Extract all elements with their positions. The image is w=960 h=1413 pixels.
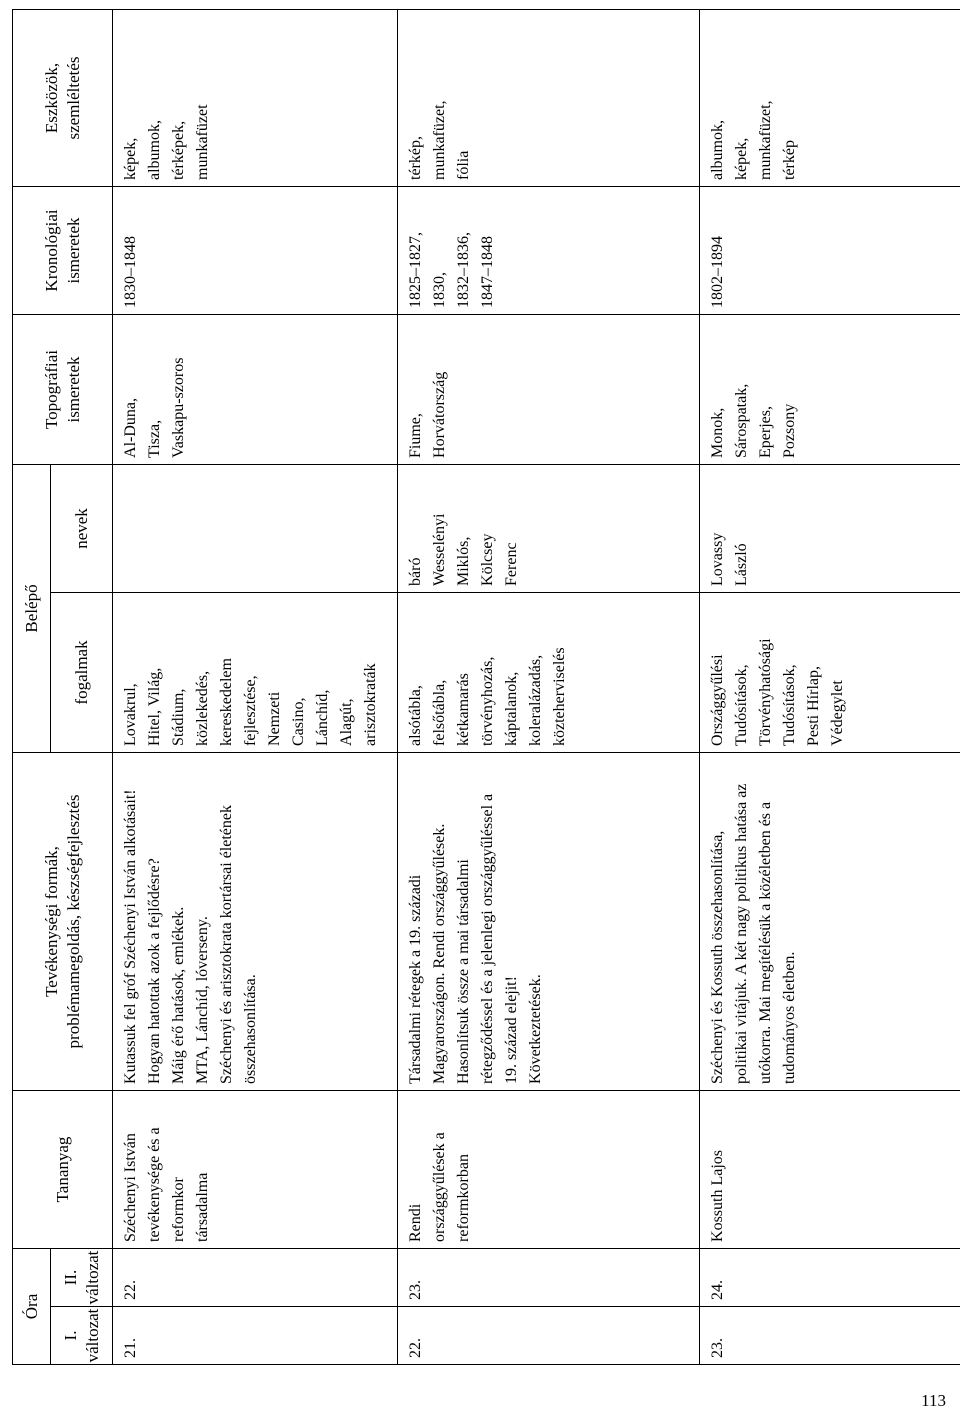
cell-line: Törvényhatósági	[757, 638, 774, 746]
header-tananyag: Tananyag	[13, 1090, 113, 1248]
table-row	[113, 9, 398, 1364]
cell-line: felsőtábla,	[431, 679, 448, 746]
header-valtozat-2	[51, 1248, 113, 1306]
cell-v1: 21.	[113, 1307, 398, 1365]
cell-line: Hasonlítsuk össze a mai társadalmi	[455, 859, 472, 1084]
cell-line: törvényhozás,	[479, 656, 496, 746]
header-topografiai-line: Topográfiai	[41, 349, 61, 430]
header-tevekenyseg	[13, 752, 113, 1090]
cell-line: Alagút,	[338, 698, 355, 746]
header-tevekenyseg-line: problémamegoldás, készségfejlesztés	[63, 794, 83, 1049]
cell-line: társadalma	[194, 1172, 211, 1242]
cell-tevekenyseg	[113, 752, 398, 1090]
cell-line: munkafüzet,	[431, 100, 448, 180]
cell-line: Monok,	[709, 407, 726, 458]
cell-line: Tisza,	[146, 419, 163, 458]
cell-line: Széchenyi és arisztokrata kortársai életének	[218, 805, 235, 1084]
table-row	[700, 9, 960, 1364]
cell-line: albumok,	[709, 119, 726, 180]
cell-line: Következtetések.	[527, 974, 544, 1084]
cell-line: Eperjes,	[757, 406, 774, 458]
cell-line: politikai vitájuk. A két nagy politikus hatása az	[733, 783, 750, 1084]
cell-line: Kossuth Lajos	[709, 1149, 726, 1242]
cell-eszkozok	[700, 9, 960, 186]
header-valtozat-2-line: II.	[60, 1269, 80, 1286]
cell-line: kétkamarás	[455, 673, 472, 746]
cell-line: alsótábla,	[407, 685, 424, 746]
cell-tevekenyseg	[700, 752, 960, 1090]
header-belepo: Belépő	[13, 464, 51, 752]
cell-line: Országgyűlési	[709, 654, 726, 746]
cell-v2: 23.	[398, 1248, 700, 1306]
cell-line: Kutassuk fel gróf Széchenyi István alkotásait!	[122, 789, 139, 1084]
cell-line: 1830–1848	[122, 235, 139, 308]
cell-v2: 24.	[700, 1248, 960, 1306]
cell-line: 1832–1836,	[455, 231, 472, 308]
cell-line: Casino,	[290, 697, 307, 746]
cell-line: Vaskapu-szoros	[170, 357, 187, 458]
cell-line: Széchenyi István	[122, 1133, 139, 1242]
cell-line: Védegylet	[829, 680, 846, 746]
cell-line: Horvátország	[431, 371, 448, 458]
cell-line: munkafüzet	[194, 104, 211, 180]
cell-line: Nemzeti	[266, 691, 283, 746]
cell-line: Hogyan hatottak azok a fejlődésre?	[146, 858, 163, 1084]
cell-eszkozok	[113, 9, 398, 186]
cell-line: tudományos életben.	[781, 951, 798, 1084]
cell-kronologiai	[700, 186, 960, 314]
cell-line: Wesselényi	[431, 513, 448, 586]
cell-line: albumok,	[146, 119, 163, 180]
cell-topografiai	[398, 314, 700, 464]
cell-line: Lovakrul,	[122, 683, 139, 746]
cell-line: Hitel, Világ,	[146, 667, 163, 746]
cell-line: Tudósítások,	[733, 664, 750, 746]
cell-line: koleralázadás,	[527, 654, 544, 746]
cell-line: országgyűlések a	[431, 1132, 448, 1242]
cell-line: kereskedelem	[218, 658, 235, 746]
cell-kronologiai	[113, 186, 398, 314]
cell-line: munkafüzet,	[757, 100, 774, 180]
cell-line: Kölcsey	[479, 533, 496, 586]
cell-v2: 22.	[113, 1248, 398, 1306]
cell-line: fejlesztése,	[242, 675, 259, 746]
header-tevekenyseg-line: Tevékenységi formák,	[41, 846, 61, 997]
header-nevek: nevek	[51, 464, 113, 592]
header-valtozat-1-line: I.	[60, 1330, 80, 1341]
cell-line: Ferenc	[503, 542, 520, 586]
cell-line: Rendi	[407, 1203, 424, 1242]
header-ora: Óra	[13, 1248, 51, 1364]
cell-line: térképek,	[170, 120, 187, 180]
header-valtozat-2-line: változat	[82, 1250, 102, 1305]
cell-topografiai	[700, 314, 960, 464]
cell-line: Széchenyi és Kossuth összehasonlítása,	[709, 830, 726, 1084]
cell-v1: 23.	[700, 1307, 960, 1365]
table-row	[398, 9, 700, 1364]
cell-line: tevékenysége és a	[146, 1127, 163, 1242]
cell-fogalmak	[700, 592, 960, 752]
cell-line: Pozsony	[781, 403, 798, 458]
cell-line: 19. század elejit!	[503, 976, 520, 1084]
cell-kronologiai	[398, 186, 700, 314]
header-eszkozok	[13, 9, 113, 186]
cell-line: Lovassy	[709, 532, 726, 586]
header-eszkozok-line: Eszközök,	[41, 62, 61, 134]
cell-line: arisztokraták	[362, 663, 379, 746]
cell-line: fólia	[455, 150, 472, 180]
cell-line: László	[733, 543, 750, 586]
cell-line: közteherviselés	[551, 647, 568, 746]
cell-line: Miklós,	[455, 536, 472, 586]
cell-line: térkép,	[407, 136, 424, 180]
cell-line: káptalanok,	[503, 671, 520, 746]
cell-line: Stádium,	[170, 688, 187, 746]
cell-line: Al-Duna,	[122, 398, 139, 458]
cell-line: reformkorban	[455, 1154, 472, 1242]
page-number: 113	[921, 1391, 946, 1410]
cell-v1: 22.	[398, 1307, 700, 1365]
cell-line: Tudósítások,	[781, 664, 798, 746]
rotated-page	[12, 10, 957, 1365]
cell-nevek	[398, 464, 700, 592]
curriculum-table	[12, 9, 960, 1365]
cell-line: 1825–1827,	[407, 231, 424, 308]
cell-line: Fiume,	[407, 413, 424, 458]
header-topografiai-line: ismeretek	[63, 356, 83, 423]
cell-tananyag	[113, 1090, 398, 1248]
cell-line: reformkor	[170, 1177, 187, 1242]
header-topografiai	[13, 314, 113, 464]
cell-line: képek,	[733, 137, 750, 180]
cell-line: Lánchíd,	[314, 689, 331, 746]
cell-line: 1847–1848	[479, 235, 496, 308]
cell-nevek	[700, 464, 960, 592]
cell-eszkozok	[398, 9, 700, 186]
cell-line: Magyarországon. Rendi országgyűlések.	[431, 823, 448, 1084]
header-kronologiai	[13, 186, 113, 314]
cell-fogalmak	[113, 592, 398, 752]
header-valtozat-1-line: változat	[82, 1308, 102, 1363]
cell-line: Társadalmi rétegek a 19. századi	[407, 874, 424, 1084]
cell-tananyag	[398, 1090, 700, 1248]
cell-line: képek,	[122, 137, 139, 180]
cell-fogalmak	[398, 592, 700, 752]
cell-line: közlekedés,	[194, 670, 211, 746]
cell-nevek	[113, 464, 398, 592]
header-fogalmak: fogalmak	[51, 592, 113, 752]
header-valtozat-1	[51, 1307, 113, 1365]
cell-line: rétegződéssel és a jelenlegi országgyűléssel a	[479, 793, 496, 1084]
cell-tevekenyseg	[398, 752, 700, 1090]
cell-line: 1802–1894	[709, 235, 726, 308]
cell-line: Pesti Hírlap,	[805, 665, 822, 746]
cell-tananyag	[700, 1090, 960, 1248]
cell-line: Sárospatak,	[733, 383, 750, 458]
cell-line: MTA, Lánchíd, lóverseny.	[194, 916, 211, 1084]
cell-line: Máig érő hatások, emlékek.	[170, 906, 187, 1084]
cell-line: 1830,	[431, 271, 448, 308]
header-kronologiai-line: Kronológiai	[41, 209, 61, 292]
header-kronologiai-line: ismeretek	[63, 217, 83, 284]
cell-line: térkép	[781, 140, 798, 180]
cell-line: báró	[407, 557, 424, 586]
header-eszkozok-line: szemléltetés	[63, 56, 83, 140]
cell-line: összehasonlítása.	[242, 974, 259, 1084]
cell-topografiai	[113, 314, 398, 464]
cell-line: utókorra. Mai megítélésük a közéletben és a	[757, 801, 774, 1084]
